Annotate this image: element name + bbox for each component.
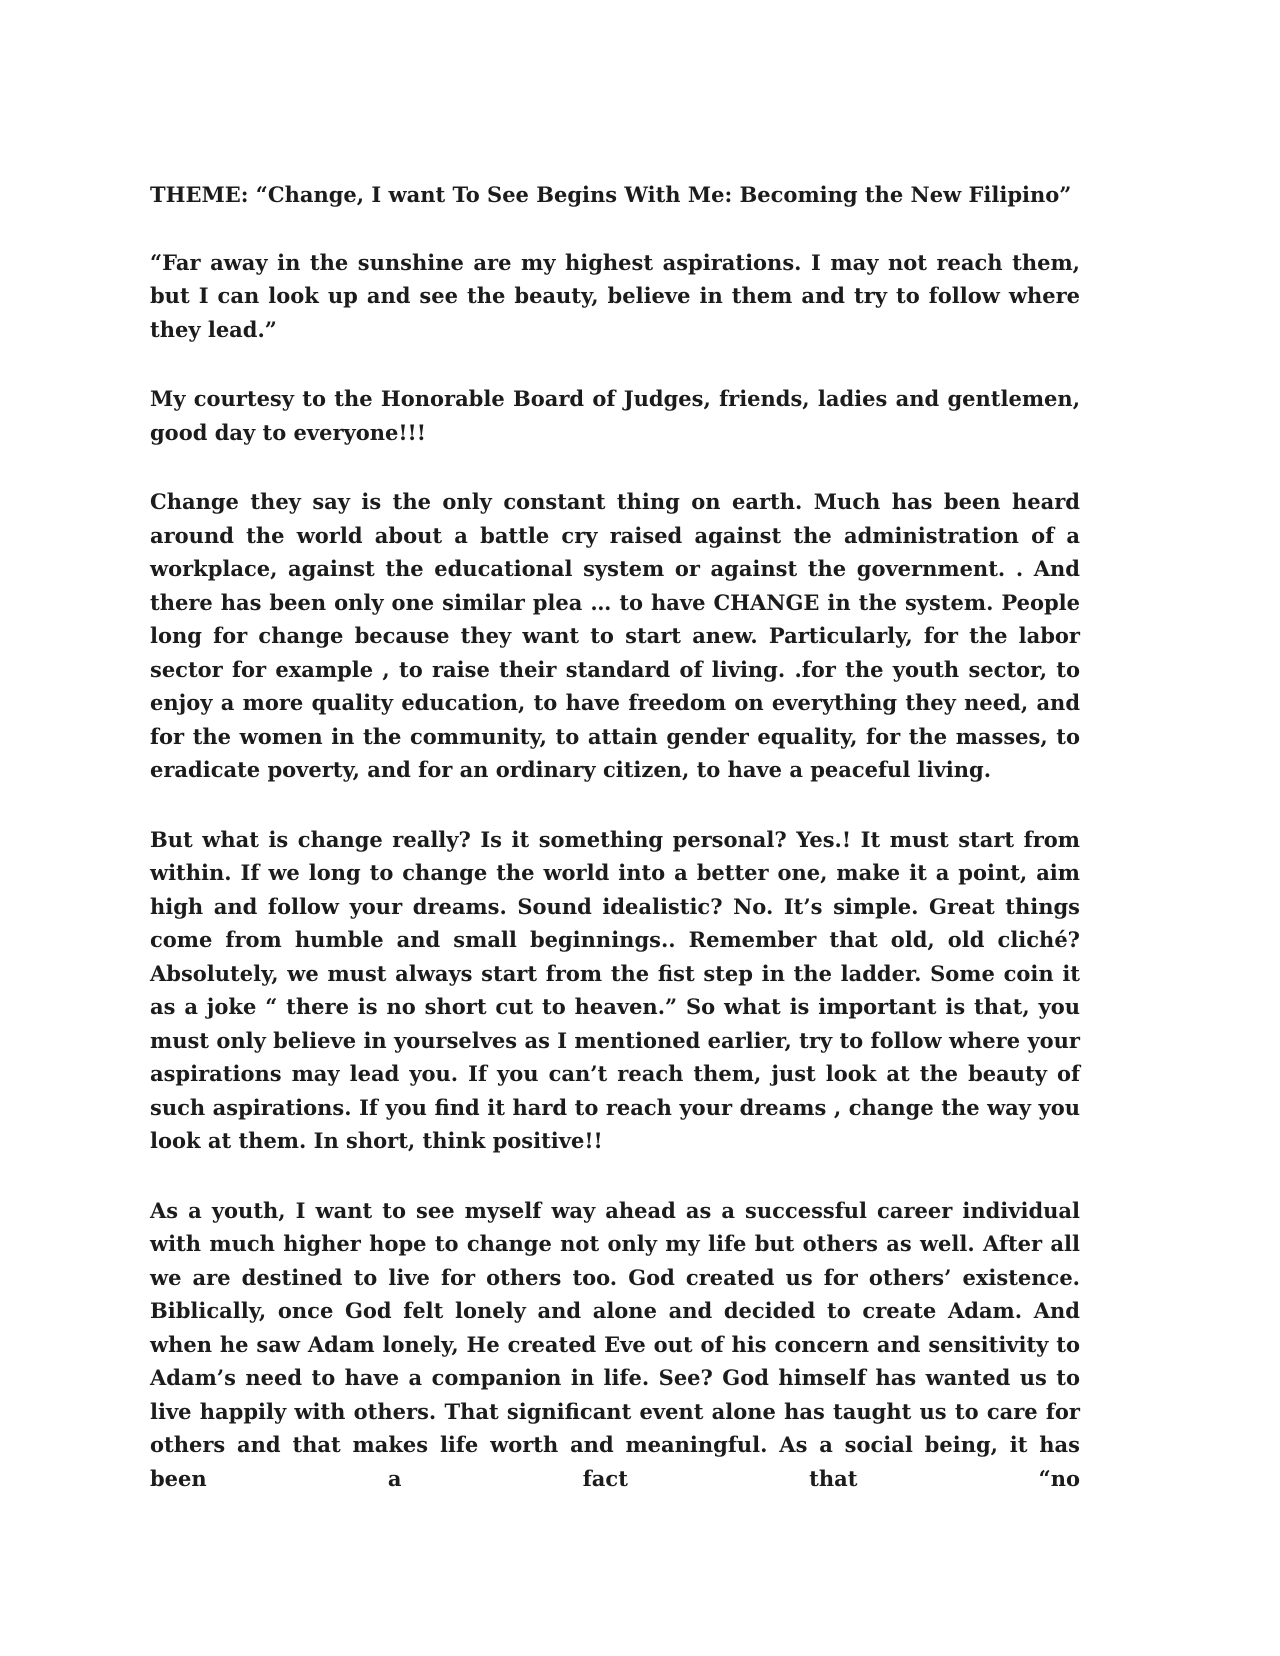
change-paragraph: Change they say is the only constant thing on earth. Much has been heard around the world about a battle cry raised against the administration of a workplace, against the educational system or against the government. . And there has been only one similar plea … to have CHANGE in the system. People long for change because they want to start anew. Particularly, for the labor sector for example , to raise their standard of living. .for the youth sector, to enjoy a more quality education, to have freedom on everything they need, and for the women in the community, to attain gender equality, for the masses, to eradicate poverty, and for an ordinary citizen, to have a peaceful living. <box>150 489 1080 782</box>
what-is-change-paragraph: But what is change really? Is it something personal? Yes.! It must start from within. If we long to change the world into a better one, make it a point, aim high and follow your dreams. Sound idealistic? No. It’s simple. Great things come from humble and small beginnings.. Remember that old, old cliché? Absolutely, we must always start from the fist step in the ladder. Some coin it as a joke “ there is no short cut to heaven.” So what is important is that, you must only believe in yourselves as I mentioned earlier, try to follow where your aspirations may lead you. If you can’t reach them, just look at the beauty of such aspirations. If you find it hard to reach your dreams , change the way you look at them. In short, think positive!! <box>150 826 1080 1153</box>
theme-heading: THEME: “Change, I want To See Begins With Me: Becoming the New Filipino” <box>150 182 1072 207</box>
document-page <box>150 178 1080 1495</box>
opening-quote-paragraph: “Far away in the sunshine are my highest aspirations. I may not reach them, but I can look up and see the beauty, believe in them and try to follow where they lead.” <box>150 249 1080 342</box>
as-a-youth-paragraph: As a youth, I want to see myself way ahead as a successful career individual with much higher hope to change not only my life but others as well. After all we are destined to live for others too. God created us for others’ existence. Biblically, once God felt lonely and alone and decided to create Adam. And when he saw Adam lonely, He created Eve out of his concern and sensitivity to Adam’s need to have a companion in life. See? God himself has wanted us to live happily with others. That significant event alone has taught us to care for others and that makes life worth and meaningful. As a social being, it has been a fact that “no <box>150 1197 1080 1491</box>
greeting-paragraph: My courtesy to the Honorable Board of Judges, friends, ladies and gentlemen, good day to everyone!!! <box>150 386 1080 445</box>
